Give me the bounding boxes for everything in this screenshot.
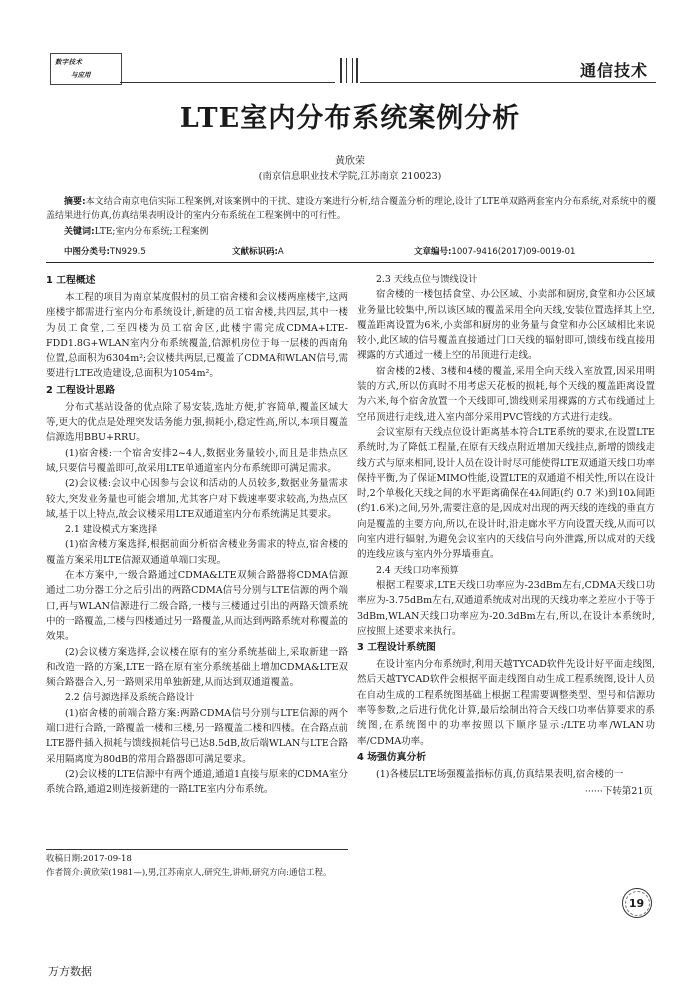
abstract-text: 本文结合南京电信实际工程案例,对该案例中的干扰、建设方案进行分析,结合覆盖分析的理论,设计了LTE单双路两套室内分布系统,对系统中的覆盖结果进行仿真,仿真结果表明设计的室内分布系统在工程案例中的可行性。 (46, 197, 656, 221)
journal-logo (50, 53, 122, 85)
section-heading: 2.2 信号源选择及系统合路设计 (65, 692, 195, 704)
clc-label: 中图分类号: (64, 247, 110, 257)
watermark: 万方数据 (48, 965, 92, 978)
header-divider (346, 58, 347, 83)
keywords-label: 关键词: (64, 227, 95, 237)
paragraph: (1)各楼层LTE场强覆盖指标仿真,仿真结果表明,宿舍楼的一 (376, 768, 624, 780)
section-heading: 2.4 天线口功率预算 (376, 564, 459, 576)
journal-logo-line2: 与应用 (71, 71, 91, 79)
left-column (46, 272, 348, 798)
paragraph: 会议室原有天线点位设计距离基本符合LTE系统的要求,在设置LTE系统时,为了降低工程量,在原有天线点附近增加天线挂点,新增的馈线走线方式与原来相同,设计人员在设计时尽可能使得LTE双通道天线口功率保持平衡,为了保证MIMO性能,设置LTE的双通道不相关性,所以在设计时,2个单极化天线之间的水平距离确保在4λ间距(约 0.7 米)到10λ间距(约1.6米)之间,另外,需要注意的是,因成对出现的两天线的连线的垂直方向是覆盖的主要方向,所以,在设计时,沿走廊水平方向设置天线,从而可以向室内进行辐射,为避免会议室内的天线信号向外泄露,所以成对的天线的连线应该与室内外分界墙垂直。 (357, 426, 655, 561)
clc-value: TN929.5 (109, 247, 146, 257)
paragraph: 在本方案中,一级合路通过CDMA&LTE双频合路器将CDMA信源通过二功分器工分之后引出的两路CDMA信号分别与LTE信源的两个端口,再与WLAN信源进行二级合路,一楼与三楼通过引出的两路天馈系统中的一路覆盖,二楼与四楼通过另一路覆盖,从而达到两路系统对称覆盖的效果。 (46, 570, 348, 643)
paragraph: 宿舍楼的2楼、3楼和4楼的覆盖,采用全向天线入室放置,因采用明装的方式,所以仿真时不用考虑天花板的损耗,每个天线的覆盖距离设置为六米,每个宿舍放置一个天线即可,馈线则采用裸露的方式布线通过上空吊顶进行走线,进入室内部分采用PVC管线的方式进行走线。 (357, 365, 655, 423)
section-heading: 2.1 建设模式方案选择 (65, 524, 158, 536)
keywords (64, 224, 209, 237)
paragraph: (1)宿舍楼:一个宿舍安排2~4人,数据业务量较小,而且是非热点区域,只要信号覆盖即可,故采用LTE单通道室内分布系统即可满足需求。 (46, 447, 348, 474)
paragraph: (1)宿舍楼的前端合路方案:两路CDMA信号分别与LTE信源的两个端口进行合路,一路覆盖一楼和三楼,另一路覆盖二楼和四楼。在合路点前LTE器件插入损耗与馈线损耗信号已达8.5dB,故后端WLAN与LTE合路采用隔离度为80dB的常用合路器即可满足要求。 (46, 707, 348, 765)
header-divider (352, 58, 353, 83)
page-number: 19 (628, 897, 645, 910)
clc-number (64, 245, 146, 257)
paragraph: (1)宿舍楼方案选择,根据前面分析宿舍楼业务需求的特点,宿舍楼的覆盖方案采用LTE信源双通道单端口实现。 (46, 539, 348, 566)
header-divider (340, 58, 342, 83)
paragraph: 本工程的项目为南京某度假村的员工宿舍楼和会议楼两座楼宇,这两座楼宇都需进行室内分布系统设计,新建的员工宿舍楼,共四层,其中一楼为员工食堂,二至四楼为员工宿舍区,此楼宇需完成CDMA+LTE-FDD1.8G+WLAN室内分布系统覆盖,信源机房位于每一层楼的西南角位置,总面积为6304m²;会议楼共两层,已覆盖了CDMA和WLAN信号,需要进行LTE改造建设,总面积为1054m²。 (46, 292, 348, 380)
article-number (414, 245, 575, 257)
column-name: 通信技术 (579, 61, 648, 80)
doc-value: A (277, 247, 284, 257)
page-number-badge (622, 888, 652, 918)
doc-label: 文献标识码: (232, 247, 278, 257)
section-rule (46, 262, 654, 263)
author-bio: 作者简介:黄欣荣(1981—),男,江苏南京人,研究生,讲师,研究方向:通信工程。 (46, 868, 332, 878)
article-label: 文章编号: (414, 247, 452, 257)
footnote-rule (46, 849, 348, 850)
paragraph: 宿舍楼的一楼包括食堂、办公区域、小卖部和厨房,食堂和办公区域业务量比较集中,所以该区域的覆盖采用全向天线,安装位置选择其上空,覆盖距离设置为6米,小卖部和厨房的业务量与食堂和办公区域相比来说较小,此区域的信号覆盖直接通过门口天线的辐射即可,馈线布线直接用裸露的方式通过一楼上空的吊顶进行走线。 (357, 289, 655, 362)
author: 黄欣荣 (335, 156, 365, 167)
section-heading: 2 工程设计思路 (46, 384, 116, 396)
paragraph: (2)会议楼的LTE信源中有两个通道,通道1直接与原来的CDMA室分系统合路,通道2则连接新建的一路LTE室内分布系统。 (46, 768, 348, 796)
right-column (357, 272, 655, 800)
section-heading: 1 工程概述 (46, 275, 96, 286)
paragraph: 根据工程要求,LTE天线口功率应为-23dBm左右,CDMA天线口功率应为-3.75dBm左右,双通道系统成对出现的天线功率之差应小于等于3dBm,WLAN天线口功率应为-20.3dBm左右,所以,在设计本系统时,应按照上述要求来执行。 (357, 579, 655, 637)
paper-title: LTE室内分布系统案例分析 (179, 103, 521, 134)
affiliation: (南京信息职业技术学院,江苏南京 210023) (258, 171, 442, 182)
section-heading: 4 场强仿真分析 (357, 751, 427, 763)
continuation-note: ······下转第21页 (584, 786, 653, 798)
paragraph: 分布式基站设备的优点除了易安装,选址方便,扩容简单,覆盖区域大等,更大的优点是处理突发话务能力强,损耗小,稳定性高,所以,本项目覆盖信源选用BBU+RRU。 (46, 401, 348, 444)
article-value: 1007-9416(2017)09-0019-01 (451, 247, 576, 257)
paragraph: (2)会议楼:会议中心因参与会议和活动的人员较多,数据业务量需求较大,突发业务量也可能会增加,尤其客户对下载速率要求较高,为热点区域,基于以上特点,故会议楼采用LTE双通道室内分布系统满足其要求。 (46, 478, 348, 520)
header-rule-left (120, 82, 335, 83)
keywords-text: LTE;室内分布系统;工程案例 (94, 227, 209, 237)
paragraph: 在设计室内分布系统时,利用天越TYCAD软件先设计好平面走线图,然后天越TYCAD软件会根据平面走线图自动生成工程系统图,设计人员在自动生成的工程系统图基础上根据工程需要调整类型、型号和信源功率等参数,之后进行优化计算,最后绘制出符合天线口功率估算要求的系统图,在系统图中的功率按照以下顺序显示:/LTE功率/WLAN功率/CDMA功率。 (357, 659, 655, 747)
document-code (232, 245, 284, 257)
abstract-label: 摘要: (64, 197, 86, 207)
journal-logo-line1: 数字技术 (55, 58, 83, 66)
section-heading: 3 工程设计系统图 (357, 642, 436, 654)
paragraph: (2)会议楼方案选择,会议楼在原有的室分系统基础上,采取新建一路和改造一路的方案,LTE一路在原有室分系统基础上增加CDMA&LTE双频合路器合入,另一路则采用单独新建,从而达到双通道覆盖。 (46, 646, 348, 689)
section-heading: 2.3 天线点位与馈线设计 (376, 274, 478, 285)
received-date: 收稿日期:2017-09-18 (46, 854, 132, 864)
header-divider (356, 58, 358, 83)
header-rule-right (360, 82, 656, 83)
abstract (46, 196, 656, 223)
